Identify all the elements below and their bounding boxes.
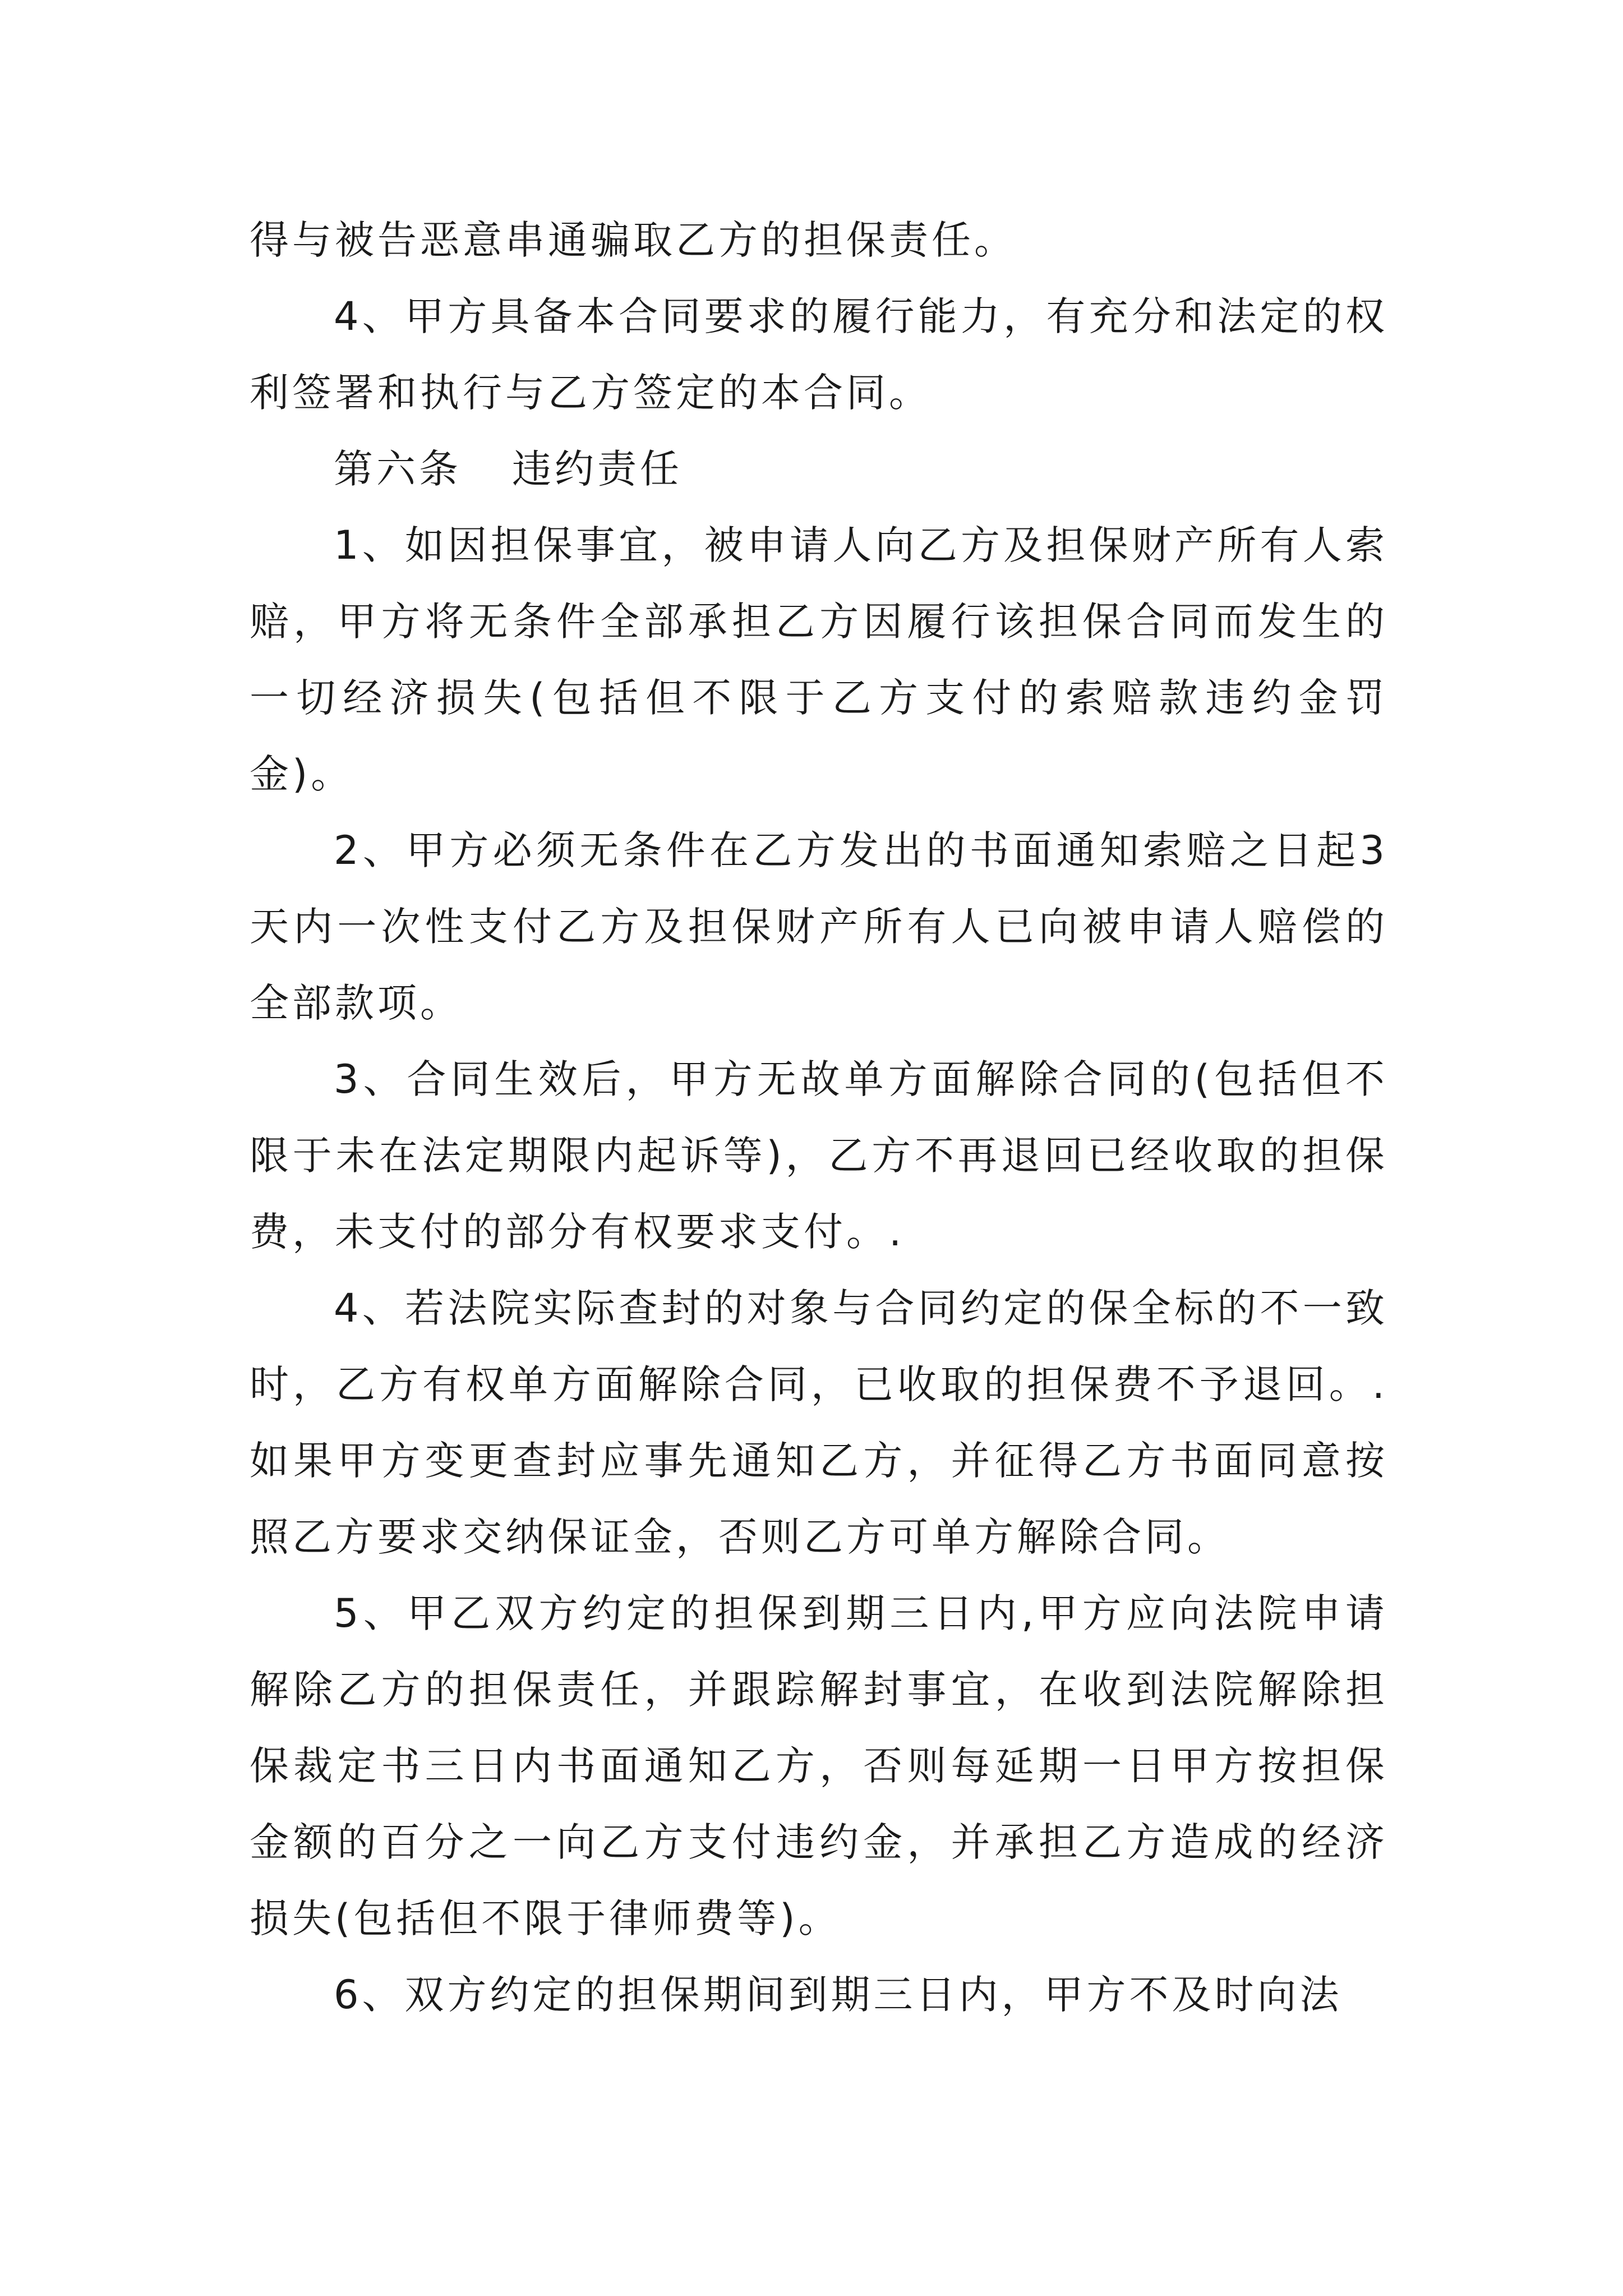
paragraph-clause-4: 4、若法院实际查封的对象与合同约定的保全标的不一致时，乙方有权单方面解除合同，已收取的担保费不予退回。.如果甲方变更查封应事先通知乙方，并征得乙方书面同意按照乙方要求交纳保证金，否则乙方可单方解除合同。 (250, 1285, 1388, 1560)
paragraph-clause-5: 5、甲乙双方约定的担保到期三日内,甲方应向法院申请解除乙方的担保责任，并跟踪解封事宜，在收到法院解除担保裁定书三日内书面通知乙方，否则每延期一日甲方按担保金额的百分之一向乙方支付违约金，并承担乙方造成的经济损失(包括但不限于律师费等)。 (250, 1590, 1388, 1941)
article-number: 第六条 (334, 446, 462, 492)
document-body (250, 202, 1388, 2033)
paragraph-clause-4-capacity: 4、甲方具备本合同要求的履行能力，有充分和法定的权利签署和执行与乙方签定的本合同。 (250, 293, 1388, 416)
paragraph-clause-2: 2、甲方必须无条件在乙方发出的书面通知索赔之日起3天内一次性支付乙方及担保财产所有人已向被申请人赔偿的全部款项。 (250, 827, 1388, 1026)
paragraph-clause-3: 3、合同生效后，甲方无故单方面解除合同的(包括但不限于未在法定期限内起诉等)，乙方不再退回已经收取的担保费，未支付的部分有权要求支付。. (250, 1056, 1388, 1255)
paragraph-continuation: 得与被告恶意串通骗取乙方的担保责任。 (250, 217, 1017, 263)
article-heading (250, 431, 1388, 507)
paragraph-clause-1: 1、如因担保事宜，被申请人向乙方及担保财产所有人索赔，甲方将无条件全部承担乙方因履行该担保合同而发生的一切经济损失(包括但不限于乙方支付的索赔款违约金罚金)。 (250, 522, 1388, 797)
article-title: 违约责任 (512, 446, 683, 492)
paragraph-clause-6: 6、双方约定的担保期间到期三日内，甲方不及时向法 (334, 1972, 1343, 2018)
